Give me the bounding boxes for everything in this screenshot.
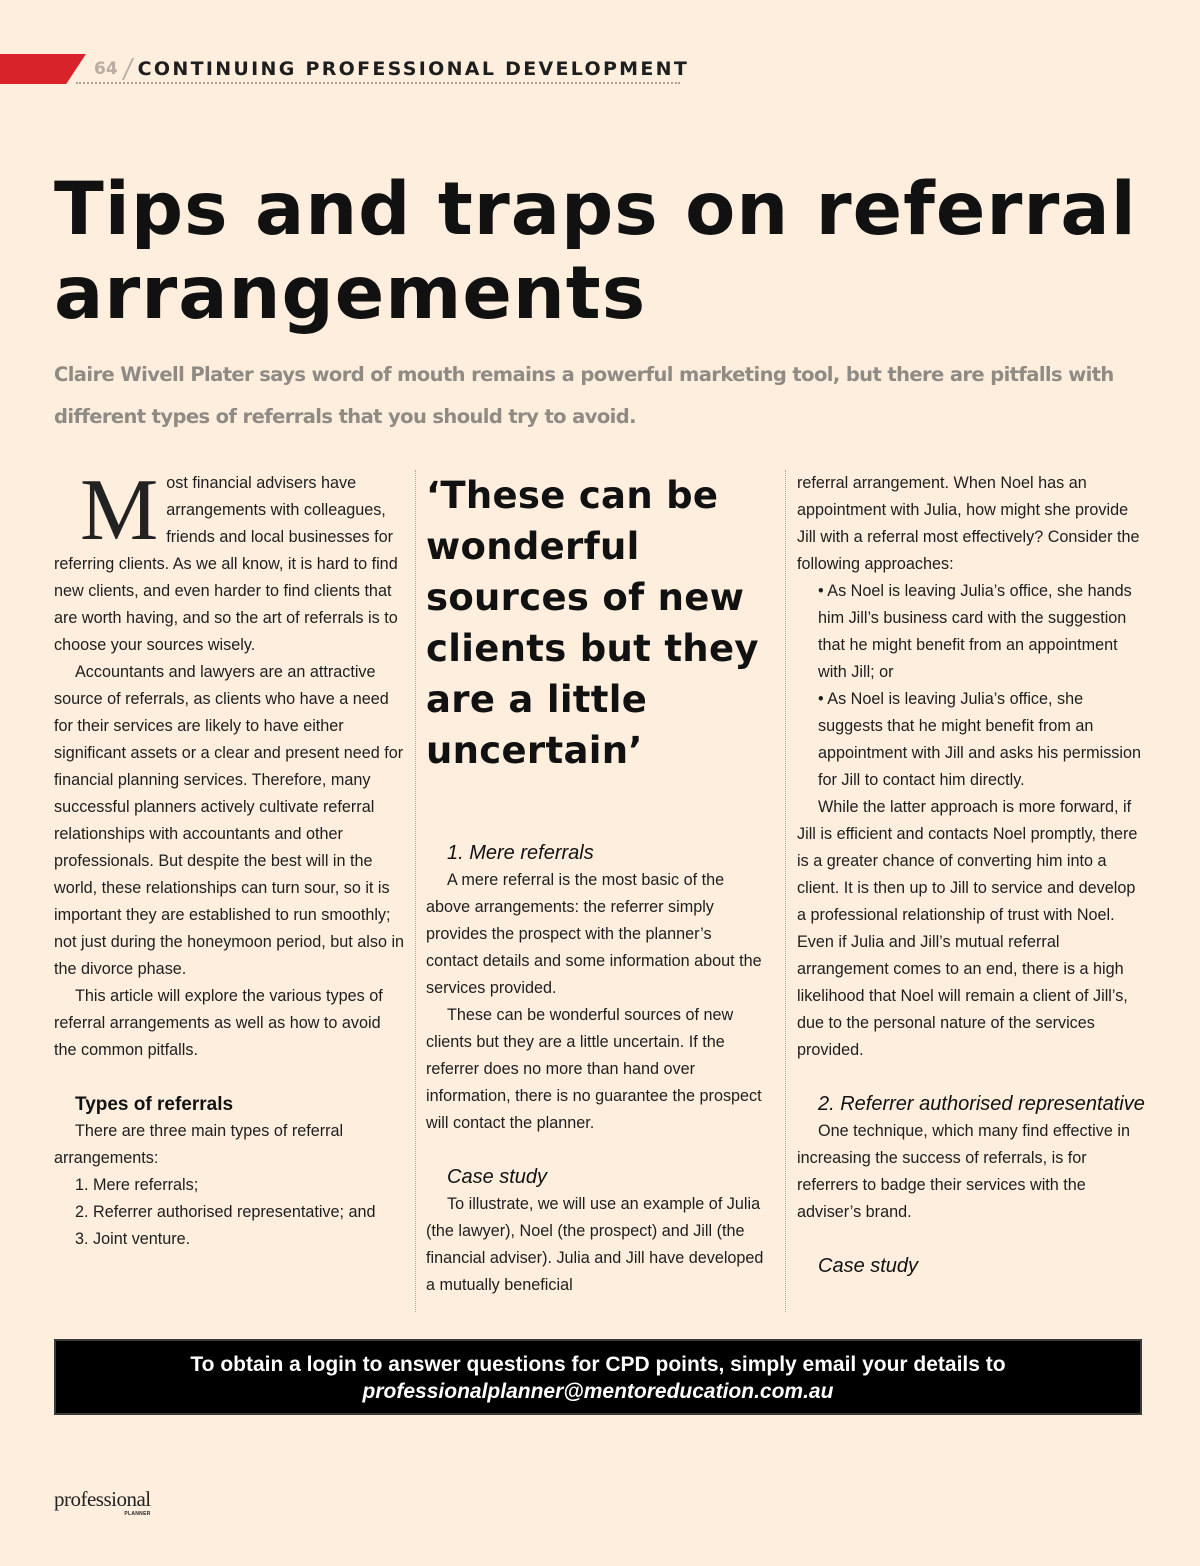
subheading: Case study (447, 1166, 548, 1188)
publication-logo (54, 1487, 151, 1517)
standfirst: Claire Wivell Plater says word of mouth remains a powerful marketing tool, but there are pitfalls with different types of referrals that you should try to avoid. (54, 363, 1114, 428)
subheading: Types of referrals (75, 1094, 234, 1115)
header-dotted-rule (76, 82, 680, 84)
running-header (94, 56, 689, 82)
bullet-item: • As Noel is leaving Julia’s office, she suggests that he might benefit from an appointment with Jill and asks his permission for Jill to contact him directly. (818, 690, 1141, 789)
article-title: Tips and traps on referral arrangements (54, 167, 1137, 336)
subheading: 1. Mere referrals (447, 842, 594, 864)
body-paragraph: referral arrangement. When Noel has an appointment with Julia, how might she provide Jill with a referral most effectively? Consider the following approaches: (797, 474, 1140, 573)
section-color-tab (0, 54, 86, 84)
column-1 (54, 462, 406, 1253)
referral-types-list (54, 1172, 406, 1253)
column-divider (415, 470, 416, 1312)
logo-wordmark: professional (54, 1487, 151, 1511)
drop-cap: M (80, 462, 159, 559)
callout-text: To obtain a login to answer questions for CPD points, simply email your details to (190, 1353, 1006, 1376)
logo-subtitle: PLANNER (124, 1511, 151, 1517)
pull-quote: ‘These can be wonderful sources of new clients but they are a little uncertain’ (426, 474, 759, 772)
list-item: 1. Mere referrals; (75, 1176, 199, 1194)
section-title: CONTINUING PROFESSIONAL DEVELOPMENT (137, 58, 690, 80)
list-item: 2. Referrer authorised representative; and (75, 1203, 376, 1221)
body-paragraph: One technique, which many find effective in increasing the success of referrals, is for referrers to badge their services with the adviser’s brand. (797, 1122, 1130, 1221)
list-item: 3. Joint venture. (75, 1230, 191, 1248)
body-paragraph: To illustrate, we will use an example of Julia (the lawyer), Noel (the prospect) and Jill (the financial adviser). Julia and Jill have developed a mutually beneficial (426, 1195, 764, 1294)
cpd-callout-box (54, 1339, 1142, 1415)
body-paragraph: There are three main types of referral arrangements: (54, 1122, 344, 1167)
body-paragraph: Accountants and lawyers are an attractive source of referrals, as clients who have a need for their services are likely to have either significant assets or a clear and present need for financial planning services. Therefore, many successful planners actively cultivate referral relationships with accountants and other professionals. But despite the best will in the world, these relationships can turn sour, so it is important they are established to run smoothly; not just during the honeymoon period, but also in the divorce phase. (54, 663, 405, 978)
bullet-item: • As Noel is leaving Julia’s office, she hands him Jill’s business card with the suggestion that he might benefit from an appointment with Jill; or (818, 582, 1132, 681)
body-paragraph: While the latter approach is more forward, if Jill is efficient and contacts Noel promptly, there is a greater chance of converting him into a client. It is then up to Jill to service and develop a professional relationship of trust with Noel. Even if Julia and Jill’s mutual referral arrangement comes to an end, there is a high likelihood that Noel will remain a client of Jill’s, due to the personal nature of the services provided. (797, 798, 1138, 1059)
body-paragraph: A mere referral is the most basic of the above arrangements: the referrer simply provides the prospect with the planner’s contact details and some information about the services provided. (426, 871, 762, 997)
column-divider (785, 470, 786, 1312)
intro-paragraph: Most financial advisers have arrangements with colleagues, friends and local businesses for referring clients. As we all know, it is hard to find new clients, and even harder to find clients that are worth having, and so the art of referrals is to choose your sources wisely. (54, 462, 398, 654)
column-2 (426, 470, 768, 1299)
body-paragraph: These can be wonderful sources of new clients but they are a little uncertain. If the referrer does no more than hand over information, there is no guarantee the prospect will contact the planner. (426, 1006, 762, 1132)
column-3 (797, 470, 1147, 1280)
page-number: 64 (94, 59, 118, 79)
header-divider (122, 58, 134, 80)
subheading: Case study (818, 1255, 919, 1277)
callout-email-link[interactable]: professionalplanner@mentoreducation.com.au (362, 1380, 834, 1403)
body-paragraph: This article will explore the various types of referral arrangements as well as how to avoid the common pitfalls. (54, 987, 383, 1059)
subheading: 2. Referrer authorised representative (818, 1093, 1145, 1115)
